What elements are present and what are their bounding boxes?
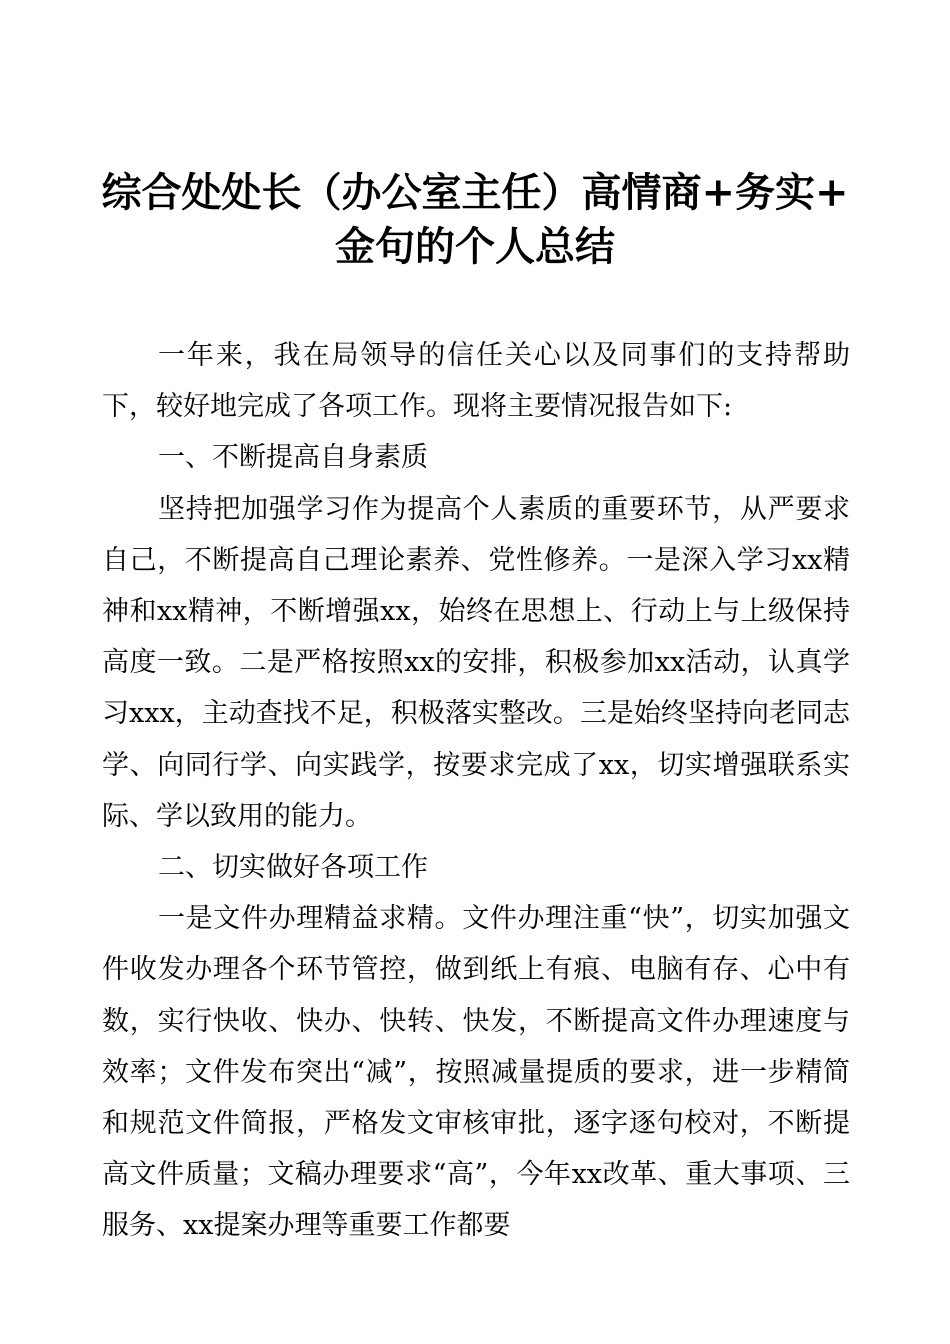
title-line-1: 综合处处长（办公室主任）高情商+务实+: [101, 169, 849, 216]
title-line-2: 金句的个人总结: [335, 223, 615, 270]
section-heading-1: 一、不断提高自身素质: [158, 442, 428, 474]
section-heading-2: 二、切实做好各项工作: [158, 852, 428, 884]
paragraph-section-1: 坚持把加强学习作为提高个人素质的重要环节，从严要求自己，不断提高自己理论素养、党性修养。一是深入学习xx精神和xx精神，不断增强xx，始终在思想上、行动上与上级保持高度一致。二是严格按照xx的安排，积极参加xx活动，认真学习xxx，主动查找不足，积极落实整改。三是始终坚持向老同志学、向同行学、向实践学，按要求完成了xx，切实增强联系实际、学以致用的能力。: [102, 493, 850, 832]
document-title: [80, 166, 870, 274]
document-body: [102, 330, 850, 1252]
paragraph-section-2: 一是文件办理精益求精。文件办理注重“快”，切实加强文件收发办理各个环节管控，做到纸上有痕、电脑有存、心中有数，实行快收、快办、快转、快发，不断提高文件办理速度与效率；文件发布突出“减”，按照减量提质的要求，进一步精简和规范文件简报，严格发文审核审批，逐字逐句校对，不断提高文件质量；文稿办理要求“高”，今年xx改革、重大事项、三服务、xx提案办理等重要工作都要: [102, 903, 850, 1242]
paragraph-intro: 一年来，我在局领导的信任关心以及同事们的支持帮助下，较好地完成了各项工作。现将主要情况报告如下:: [102, 340, 850, 423]
